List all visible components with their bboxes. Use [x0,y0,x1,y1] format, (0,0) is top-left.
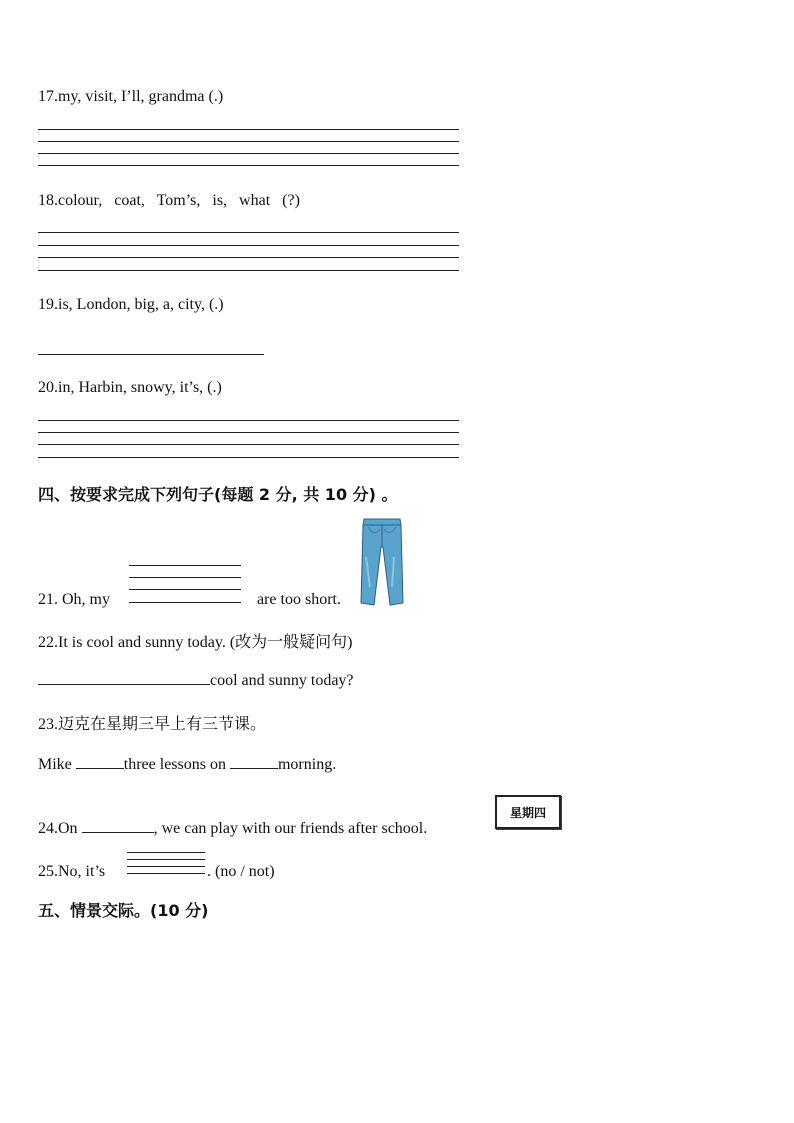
question-22-answer [38,670,354,690]
section-5-title: 五、情景交际。(10 分) [38,901,209,920]
answer-suffix: cool and sunny today? [210,672,354,689]
question-21-suffix: are too short. [257,591,341,608]
answer-line[interactable] [38,257,459,258]
answer-line[interactable] [38,129,459,130]
answer-line[interactable] [38,270,459,271]
question-22: 22.It is cool and sunny today. (改为一般疑问句) [38,634,353,651]
answer-line[interactable] [38,165,459,166]
section-4-title: 四、按要求完成下列句子(每题 2 分, 共 10 分) 。 [38,485,398,504]
answer-line[interactable] [129,565,241,566]
answer-line[interactable] [127,852,205,853]
question-20: 20.in, Harbin, snowy, it’s, (.) [38,379,222,396]
answer-line[interactable] [38,444,459,445]
jeans-icon [360,517,404,607]
answer-line[interactable] [38,354,264,355]
text-part: 24.On [38,820,78,837]
question-21-prefix: 21. Oh, my [38,591,110,608]
answer-line[interactable] [38,232,459,233]
text-part: three lessons on [123,756,226,773]
answer-line[interactable] [38,457,459,458]
question-19: 19.is, London, big, a, city, (.) [38,296,224,313]
answer-line[interactable] [129,577,241,578]
answer-line[interactable] [127,859,205,860]
text-part: morning. [277,756,337,773]
answer-line[interactable] [38,420,459,421]
question-24 [38,818,427,838]
text-part: , we can play with our friends after school. [153,820,428,837]
question-23-answer [38,754,336,774]
answer-line[interactable] [127,873,205,874]
answer-line[interactable] [38,153,459,154]
answer-blank[interactable] [230,754,278,769]
answer-blank[interactable] [82,818,154,833]
weekday-card-label: 星期四 [509,805,546,820]
answer-blank[interactable] [38,670,210,685]
answer-line[interactable] [129,589,241,590]
answer-line[interactable] [38,245,459,246]
weekday-card [495,795,561,829]
question-25-prefix: 25.No, it’s [38,863,106,880]
answer-line[interactable] [127,866,205,867]
answer-blank[interactable] [76,754,124,769]
question-25-suffix: . (no / not) [207,863,275,880]
answer-line[interactable] [38,141,459,142]
text-part: Mike [38,756,72,773]
question-23: 23.迈克在星期三早上有三节课。 [38,716,267,733]
answer-line[interactable] [38,432,459,433]
answer-line[interactable] [129,602,241,603]
question-18: 18.colour, coat, Tom’s, is, what (?) [38,192,300,209]
question-17: 17.my, visit, I’ll, grandma (.) [38,88,224,105]
